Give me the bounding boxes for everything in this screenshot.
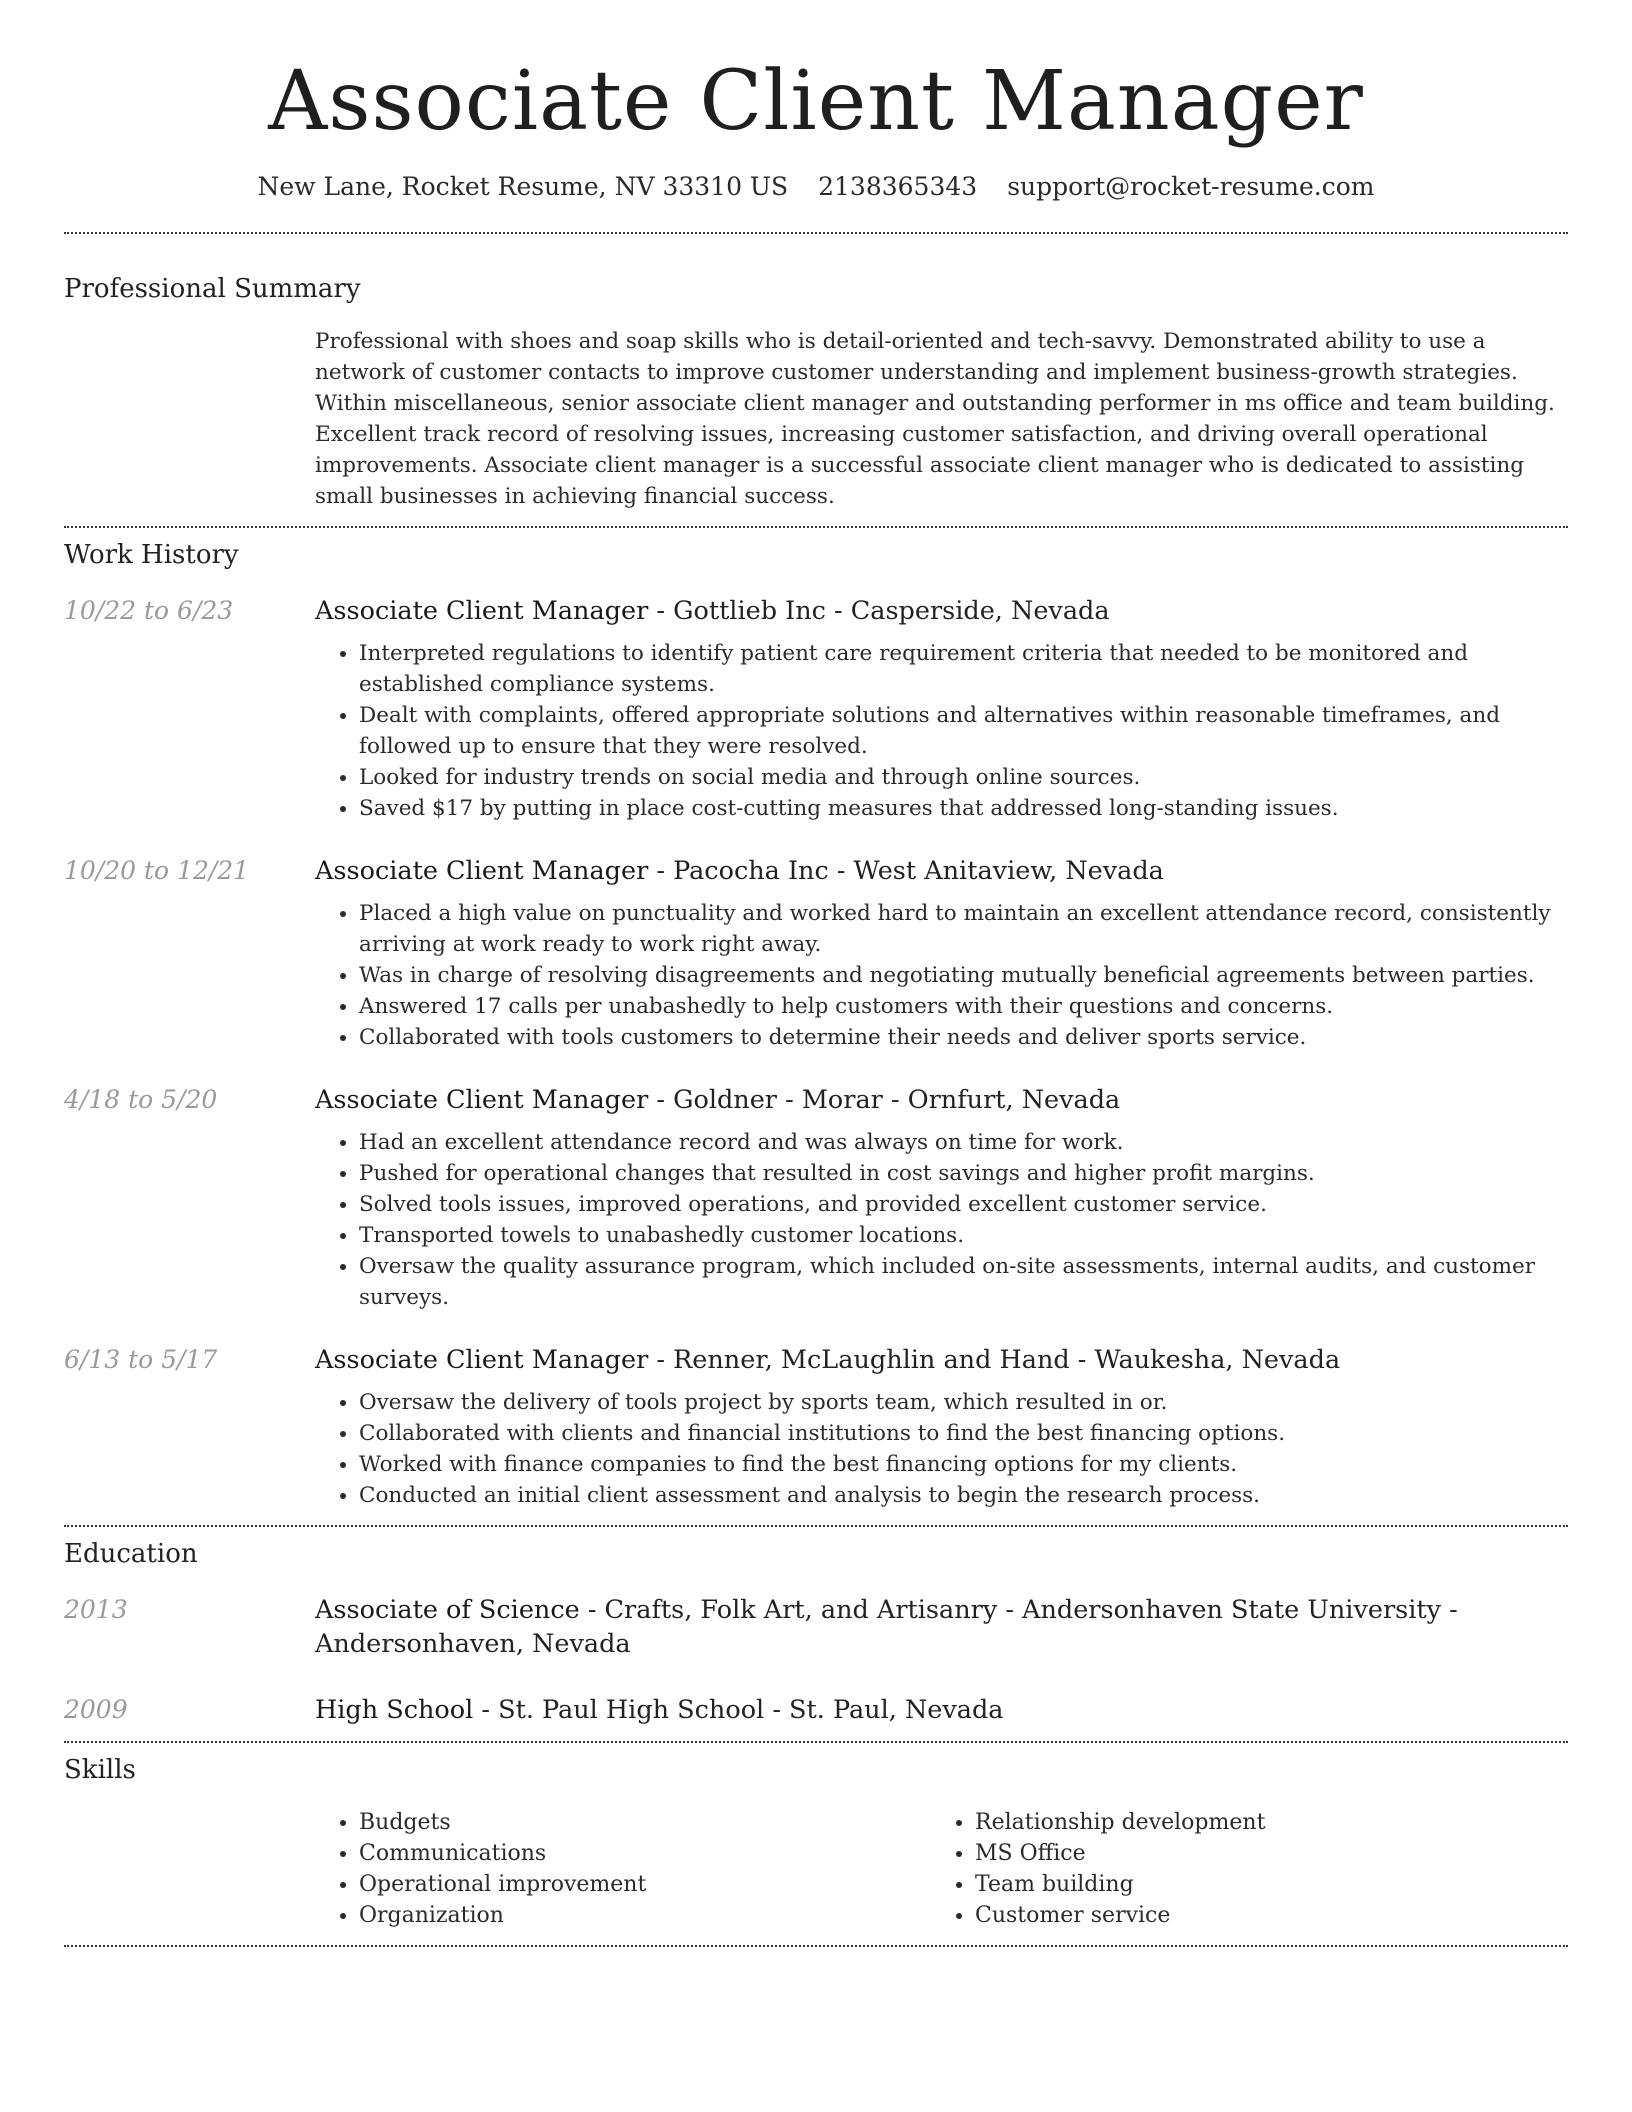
job-company: - Renner, McLaughlin and Hand - Waukesha, Nevada	[648, 1345, 1341, 1375]
skill-item: • Organization	[359, 1900, 931, 1931]
education-heading	[315, 1693, 1568, 1727]
education-section	[64, 1527, 1568, 1727]
job-bullets	[315, 1127, 1568, 1313]
contact-phone: 2138365343	[818, 172, 978, 201]
skill-item: • Team building	[975, 1869, 1547, 1900]
job-heading	[315, 854, 1568, 888]
skill-item: • Operational improvement	[359, 1869, 931, 1900]
job-bullet: • Worked with finance companies to find the best financing options for my clients.	[359, 1449, 1568, 1480]
job-title: Associate Client Manager	[315, 1345, 649, 1375]
education-entry	[64, 1693, 1568, 1727]
job-bullet: • Collaborated with tools customers to determine their needs and deliver sports service.	[359, 1022, 1568, 1053]
job-bullet: • Was in charge of resolving disagreements and negotiating mutually beneficial agreements between parties.	[359, 960, 1568, 991]
job-bullets	[315, 898, 1568, 1053]
education-year: 2013	[64, 1595, 128, 1624]
job-bullet: • Collaborated with clients and financial institutions to find the best financing options.	[359, 1418, 1568, 1449]
section-title-work-history: Work History	[64, 540, 239, 570]
education-school: - St. Paul High School - St. Paul, Nevada	[473, 1695, 1004, 1725]
resume-name: Associate Client Manager	[268, 54, 1364, 149]
job-bullet: • Transported towels to unabashedly customer locations.	[359, 1220, 1568, 1251]
job-bullet: • Interpreted regulations to identify patient care requirement criteria that needed to be monitored and established compliance systems.	[359, 638, 1568, 700]
section-title-skills: Skills	[64, 1755, 136, 1785]
summary-section	[64, 234, 1568, 512]
job-entry	[64, 1083, 1568, 1313]
education-degree: High School	[315, 1695, 474, 1725]
skill-item: • Customer service	[975, 1900, 1547, 1931]
job-bullet: • Had an excellent attendance record and was always on time for work.	[359, 1127, 1568, 1158]
section-title-summary: Professional Summary	[64, 274, 361, 304]
job-entry	[64, 594, 1568, 824]
job-bullet: • Oversaw the delivery of tools project by sports team, which resulted in or.	[359, 1387, 1568, 1418]
contact-address: New Lane, Rocket Resume, NV 33310 US	[257, 172, 789, 201]
section-title-education: Education	[64, 1539, 198, 1569]
contact-email: support@rocket-resume.com	[1007, 172, 1375, 201]
section-divider	[64, 1945, 1568, 1947]
contact-line	[64, 170, 1568, 204]
education-entry	[64, 1593, 1568, 1661]
job-bullet: • Dealt with complaints, offered appropriate solutions and alternatives within reasonable timeframes, and followed up to ensure that they were resolved.	[359, 700, 1568, 762]
job-dates: 10/22 to 6/23	[64, 596, 234, 625]
skills-list-right	[931, 1807, 1547, 1931]
job-heading	[315, 594, 1568, 628]
summary-spacer	[64, 326, 315, 512]
job-bullet: • Saved $17 by putting in place cost-cutting measures that addressed long-standing issues.	[359, 793, 1568, 824]
job-bullets	[315, 638, 1568, 824]
skills-section	[64, 1743, 1568, 1931]
job-bullets	[315, 1387, 1568, 1511]
education-heading	[315, 1593, 1568, 1661]
education-degree: Associate of Science	[315, 1595, 580, 1625]
job-entry	[64, 854, 1568, 1053]
job-bullet: • Oversaw the quality assurance program, which included on-site assessments, internal audits, and customer surveys.	[359, 1251, 1568, 1313]
job-title: Associate Client Manager	[315, 856, 649, 886]
job-heading	[315, 1083, 1568, 1117]
summary-text: Professional with shoes and soap skills who is detail-oriented and tech-savvy. Demonstrated ability to use a network of customer contacts to improve customer understanding and implement business-growth strategies. Within miscellaneous, senior associate client manager and outstanding performer in ms office and team building. Excellent track record of resolving issues, increasing customer satisfaction, and driving overall operational improvements. Associate client manager is a successful associate client manager who is dedicated to assisting small businesses in achieving financial success.	[315, 329, 1555, 509]
job-entry	[64, 1343, 1568, 1511]
job-bullet: • Looked for industry trends on social media and through online sources.	[359, 762, 1568, 793]
job-company: - Gottlieb Inc - Casperside, Nevada	[648, 596, 1110, 626]
job-dates: 4/18 to 5/20	[64, 1085, 218, 1114]
work-history-section	[64, 528, 1568, 1511]
skills-spacer	[64, 1807, 315, 1931]
skills-list-left	[315, 1807, 931, 1931]
skill-item: • Relationship development	[975, 1807, 1547, 1838]
education-school: - Crafts, Folk Art, and Artisanry - Andersonhaven State University - Andersonhaven, Nevada	[315, 1595, 1458, 1659]
job-bullet: • Answered 17 calls per unabashedly to help customers with their questions and concerns.	[359, 991, 1568, 1022]
job-title: Associate Client Manager	[315, 596, 649, 626]
job-heading	[315, 1343, 1568, 1377]
job-bullet: • Conducted an initial client assessment and analysis to begin the research process.	[359, 1480, 1568, 1511]
job-company: - Pacocha Inc - West Anitaview, Nevada	[648, 856, 1164, 886]
job-bullet: • Placed a high value on punctuality and worked hard to maintain an excellent attendance record, consistently arriving at work ready to work right away.	[359, 898, 1568, 960]
education-year: 2009	[64, 1695, 128, 1724]
job-dates: 6/13 to 5/17	[64, 1345, 218, 1374]
job-company: - Goldner - Morar - Ornfurt, Nevada	[648, 1085, 1121, 1115]
skill-item: • MS Office	[975, 1838, 1547, 1869]
job-bullet: • Solved tools issues, improved operations, and provided excellent customer service.	[359, 1189, 1568, 1220]
skill-item: • Communications	[359, 1838, 931, 1869]
skill-item: • Budgets	[359, 1807, 931, 1838]
job-title: Associate Client Manager	[315, 1085, 649, 1115]
job-dates: 10/20 to 12/21	[64, 856, 250, 885]
job-bullet: • Pushed for operational changes that resulted in cost savings and higher profit margins.	[359, 1158, 1568, 1189]
